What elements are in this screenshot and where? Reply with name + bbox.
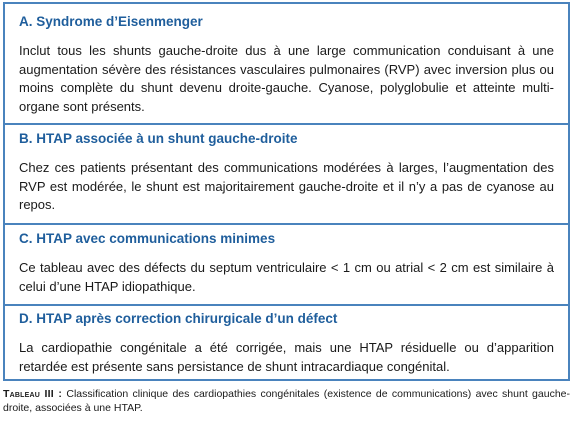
section-a-title: A. Syndrome d’Eisenmenger [19,14,203,29]
section-a-text: Inclut tous les shunts gauche-droite dus à une large communication conduisant à une augmentation sévère des résistances vasculaires pulmonaires (RVP) avec inversion plus ou moins complète du shunt devenu droite-gauche. Cyanose, polyglobulie et atteinte multi-organe sont présents. [19,43,554,114]
section-c-title: C. HTAP avec communications minimes [19,231,276,246]
section-divider-1 [5,123,568,125]
table-caption-text: Classification clinique des cardiopathies congénitales (existence de communications) avec shunt gauche-droite, associées à une HTAP. [3,388,571,414]
section-divider-3 [5,304,568,306]
section-d-title: D. HTAP après correction chirurgicale d’un défect [19,311,338,326]
section-c-text: Ce tableau avec des défects du septum ventriculaire < 1 cm ou atrial < 2 cm est similaire à celui d’une HTAP idiopathique. [19,260,554,294]
table-caption-label: Tableau III : [3,388,63,400]
section-b-text: Chez ces patients présentant des communications modérées à larges, l’augmentation des RVP est modérée, le shunt est majoritairement gauche-droite et il n’y a pas de cyanose au repos. [19,160,554,212]
section-divider-2 [5,223,568,225]
table-caption [3,387,570,415]
section-b-title: B. HTAP associée à un shunt gauche-droite [19,131,298,146]
section-d-text: La cardiopathie congénitale a été corrigée, mais une HTAP résiduelle ou d’apparition retardée est présente sans persistance de shunt intracardiaque congénital. [19,340,554,374]
classification-table [3,2,570,381]
